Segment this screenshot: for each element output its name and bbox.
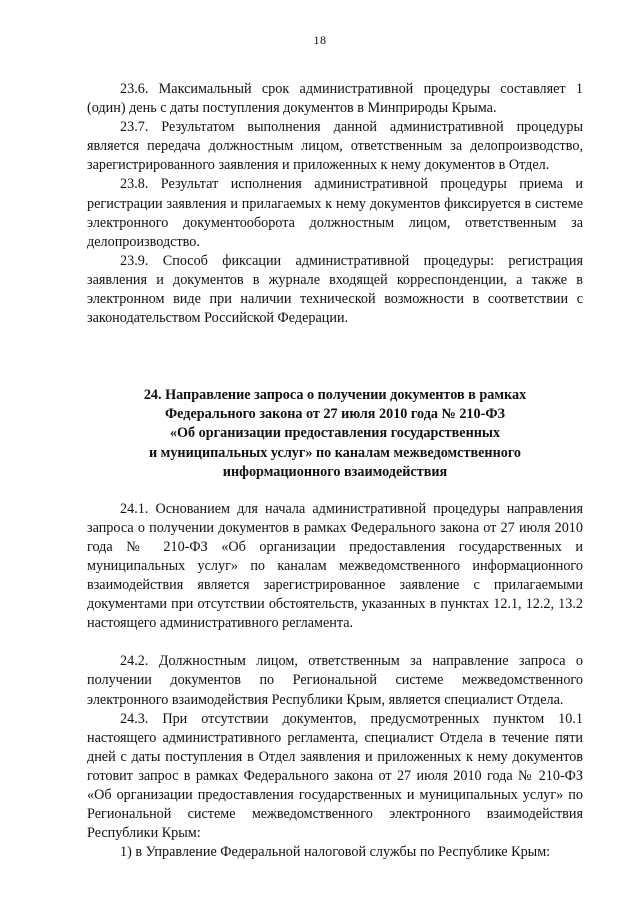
page-number: 18 (313, 33, 327, 47)
paragraph-23-8: 23.8. Результат исполнения административной процедуры приема и регистрации заявления и прилагаемых к нему документов фиксируется в системе электронного документооборота должностным лицом, ответственным за делопроизводство. (87, 176, 583, 250)
heading-line: 24. Направление запроса о получении документов в рамках (143, 387, 527, 404)
paragraph-24-3: 24.3. При отсутствии документов, предусмотренных пунктом 10.1 настоящего административного регламента, специалист Отдела в течение пяти дней с даты поступления в Отдел заявления и приложенных к нему документов готовит запрос в рамках Федерального закона от 27 июля 2010 года № 210-ФЗ «Об организации предоставления государственных и муниципальных услуг» по Региональной системе межведомственного электронного взаимодействия Республики Крым: (87, 710, 583, 842)
paragraph-24-2: 24.2. Должностным лицом, ответственным за направление запроса о получении документов по Региональной системе межведомственного электронного взаимодействия Республики Крым, является специалист Отдела. (87, 653, 583, 708)
heading-line: и муниципальных услуг» по каналам межведомственного (148, 444, 522, 461)
section-24-heading (87, 386, 583, 481)
paragraph-23-9: 23.9. Способ фиксации административной процедуры: регистрация заявления и документов в журнале входящей корреспонденции, а также в электронном виде при наличии технической возможности в соответствии с законодательством Российской Федерации. (87, 252, 583, 327)
heading-line: Федерального закона от 27 июля 2010 года № 210-ФЗ (164, 406, 506, 423)
document-body (87, 80, 583, 862)
heading-line: информационного взаимодействия (222, 463, 448, 480)
paragraph-24-1: 24.1. Основанием для начала административной процедуры направления запроса о получении документов в рамках Федерального закона от 27 июля 2010 года № 210-ФЗ «Об организации предоставления государственных и муниципальных услуг» по каналам межведомственного информационного взаимодействия является зарегистрированное заявление с прилагаемыми документами при отсутствии обстоятельств, указанных в пунктах 12.1, 12.2, 13.2 настоящего административного регламента. (87, 500, 583, 632)
heading-line: «Об организации предоставления государственных (169, 425, 501, 442)
list-item-1: 1) в Управление Федеральной налоговой службы по Республике Крым: (120, 844, 551, 861)
paragraph-23-6: 23.6. Максимальный срок административной процедуры составляет 1 (один) день с даты поступления документов в Минприроды Крыма. (87, 81, 583, 117)
paragraph-23-7: 23.7. Результатом выполнения данной административной процедуры является передача должностным лицом, ответственным за делопроизводство, зарегистрированного заявления и приложенных к нему документов в Отдел. (87, 119, 583, 174)
paragraph-gap (87, 633, 583, 652)
